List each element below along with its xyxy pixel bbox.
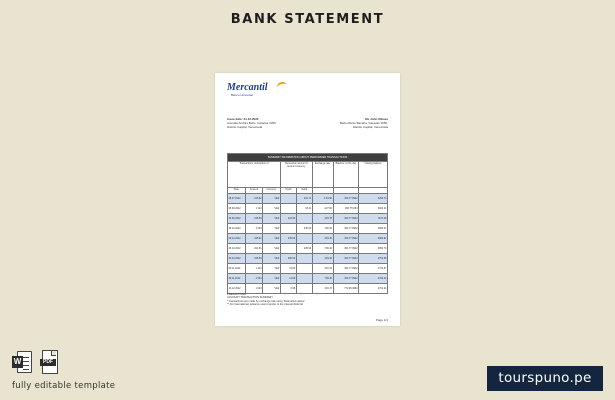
table-cell: 706.40 [312,244,333,254]
bank-logo [227,82,268,97]
column-header: Transactions, description of [228,162,281,188]
table-cell: 706.40 [312,274,333,284]
table-row [228,194,388,204]
table-cell: VEF [263,194,281,204]
pdf-file-icon: PDF [40,350,60,374]
table-cell: 2702.14 [359,284,388,294]
table-row [228,224,388,234]
table-cell: 245.90 [296,224,312,234]
table-cell: 246.43 [312,264,333,274]
table-cell [296,284,312,294]
client-info [340,117,388,130]
table-cell: 4.54.50 [312,194,333,204]
table-cell: VEF [263,204,281,214]
table-cell: 2880.92 [359,234,388,244]
client-address-line: Distrito Capital, Venezuela [352,125,388,130]
column-header: Transaction amount in account currency [280,162,312,188]
table-cell: 09.10.2022 [228,234,246,244]
table-cell: 14.12.2022 [228,284,246,294]
table-row [228,274,388,284]
table-cell: 345.90 [245,254,263,264]
table-cell: 245.90 [280,234,296,244]
table-cell: 1 004 [245,224,263,234]
table-cell: VEF [263,284,281,294]
table-cell: 454.77.8942 [333,264,359,274]
table-cell: VEF [263,264,281,274]
table-cell: 25.10.2022 [228,244,246,254]
table-cell: 450.77.8942 [333,214,359,224]
sub-header: Date [228,188,246,194]
table-cell: 2719.87 [359,264,388,274]
table-cell: 1 124 [245,204,263,214]
table-cell: 246.70 [312,284,333,294]
table-cell [280,244,296,254]
table-cell: 706.40 [312,224,333,234]
table-cell: 345.91 [245,234,263,244]
table-cell: 427.90 [312,204,333,214]
note-line: ** For international, advance users transfer to the Interest Referral [227,303,303,307]
table-cell: 222.90 [280,214,296,224]
table-cell: VEF [263,244,281,254]
table-row [228,204,388,214]
client-address-line: Bello Monte Bavaria, Caracas 1050, [339,121,388,126]
sub-header: Credit [280,188,296,194]
table-cell: 445.78 [312,214,333,224]
table-cell: 645.40 [312,234,333,244]
note-line: * Transactions are made by exchange rate using "Estimated values" [227,299,305,303]
brand-badge[interactable]: tourspuno.pe [487,366,603,391]
table-cell: 450.77.8942 [333,194,359,204]
logo-swoosh-icon [276,81,288,92]
table-row [228,244,388,254]
table-cell: 450.77.8942 [333,254,359,264]
file-format-icons [12,350,60,374]
table-cell: 1 004 [245,284,263,294]
table-cell: 3042.14 [359,204,388,214]
table-row [228,264,388,274]
table-cell: 454.77.8942 [333,224,359,234]
table-cell: VEF [263,274,281,284]
table-cell [296,234,312,244]
table-cell: 245.90 [296,244,312,254]
table-cell: 456.771654 [333,204,359,214]
note-line: PRECAUTIONS: [227,293,247,296]
table-cell: VEF [263,214,281,224]
table-cell: 14.89 [280,274,296,284]
table-cell: 450.77.8942 [333,234,359,244]
issue-label: Issue date: [227,117,243,121]
sub-header: Currency [263,188,281,194]
table-cell: 226.82 [245,194,263,204]
logo-text: Mercantil [227,82,268,93]
column-header: Exchange rate [312,162,333,188]
column-header: Balance on the day [333,162,359,188]
table-cell: 772.05.3682 [333,284,359,294]
table-row [228,254,388,264]
table-cell: 08.10.2022 [228,224,246,234]
sub-header: Debit [296,188,312,194]
table-cell [296,214,312,224]
table-cell: 31.89 [280,264,296,274]
table-cell: VEF [263,234,281,244]
table-cell: 401.74 [296,194,312,204]
table-cell: 450.77.8942 [333,274,359,284]
table-row [228,214,388,224]
column-header: Closing balance [359,162,388,188]
table-cell [296,264,312,274]
table-cell: 1 224 [245,264,263,274]
bank-address-line: Avenida Andrés Bello, Caracas 1050 [227,121,276,126]
table-cell: 2905.31 [359,224,388,234]
sub-header: Amount [245,188,263,194]
statement-notes [227,293,305,307]
table-cell: 245.90 [245,214,263,224]
bank-info [227,117,276,130]
page-title: BANK STATEMENT [230,12,385,27]
table-title: SUMMARY INFORMATION ABOUT PERFORMED TRANSACTIONS [228,154,388,162]
word-file-icon: W [12,350,32,374]
table-cell: VEF [263,224,281,234]
table-cell [280,224,296,234]
bank-address-line: Distrito Capital, Venezuela [227,125,263,130]
table-cell: VEF [263,254,281,264]
note-line: ACCOUNT TRANSACTION SUMMARY [227,296,273,300]
table-row [228,284,388,294]
table-cell: 09.11.2022 [228,264,246,274]
table-cell: 08.08.2022 [228,204,246,214]
table-cell: 26.10.2022 [228,254,246,264]
table-cell [296,254,312,264]
transactions-table [227,153,388,294]
table-cell: 0.98 [280,284,296,294]
logo-subtext: Banco Universal [231,93,253,97]
table-cell: 245.40 [312,254,333,264]
table-cell: 22.09.2022 [228,214,246,224]
table-cell: 08.07.2022 [228,194,246,204]
table-cell [296,274,312,284]
table-cell: 2751.35 [359,254,388,264]
statement-document [215,73,400,326]
table-cell: 30.11.2022 [228,274,246,284]
table-cell: 2650.70 [359,244,388,254]
table-cell: 454.77.8942 [333,244,359,254]
table-cell: 2700.44 [359,274,388,284]
editable-caption: fully editable template [12,381,116,391]
table-cell: 1 504 [245,274,263,284]
table-cell: 63.41 [296,204,312,214]
table-cell: 200.50 [280,254,296,264]
client-name: Ms John Ollivee [365,117,388,121]
page-number: Page 1/1 [375,318,388,322]
table-cell: 3117.46 [359,214,388,224]
transactions-body [228,194,388,294]
table-cell [280,194,296,204]
table-cell [280,204,296,214]
table-cell: 204.51 [245,244,263,254]
table-row [228,234,388,244]
issue-date: 31.12.2022 [243,117,259,121]
table-cell: 3250.70 [359,194,388,204]
